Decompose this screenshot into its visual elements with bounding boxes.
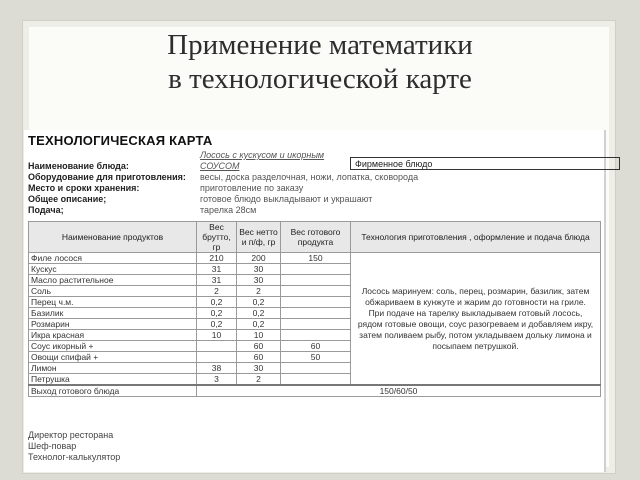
title-line-2: в технологической карте [168,63,472,95]
field-label: Подача; [28,205,64,215]
header-product: Наименование продуктов [29,222,197,253]
cell-net: 30 [237,363,281,374]
cell-gross: 38 [197,363,237,374]
cell-ready [281,308,351,319]
field-label: Наименование блюда: [28,161,129,171]
cell-product: Розмарин [29,319,197,330]
cell-gross: 31 [197,275,237,286]
signature-line: Директор ресторана [28,430,114,440]
cell-gross: 0,2 [197,297,237,308]
field-equipment [28,172,600,182]
yield-row [29,385,601,397]
cell-net: 60 [237,352,281,363]
signature-line: Технолог-калькулятор [28,452,121,462]
cell-product: Филе лосося [29,253,197,264]
cell-ready [281,275,351,286]
cell-ready [281,286,351,297]
cell-ready [281,264,351,275]
yield-label: Выход готового блюда [29,385,197,397]
cell-ready: 60 [281,341,351,352]
table-row [29,253,601,264]
header-ready: Вес готового продукта [281,222,351,253]
cell-net: 0,2 [237,297,281,308]
cell-product: Овощи спифай + [29,352,197,363]
cell-gross [197,352,237,363]
cell-product: Перец ч.м. [29,297,197,308]
header-gross: Вес брутто, гр [197,222,237,253]
cell-gross: 0,2 [197,319,237,330]
dish-name-line-1: Лосось с кускусом и икорным [200,150,325,160]
slide-title [0,28,640,96]
cell-ready [281,330,351,341]
field-value: готовое блюдо выкладывают и украшают [200,194,373,204]
ingredients-table [28,221,601,397]
cell-net: 2 [237,374,281,386]
cell-product: Базилик [29,308,197,319]
cell-ready: 50 [281,352,351,363]
cell-net: 10 [237,330,281,341]
cell-process-text: Лосось маринуем: соль, перец, розмарин, базилик, затем обжариваем в кунжуте и жарим до готовности на гриле. При подаче на тарелку выкладываем готовый лосось, рядом готовые овощи, соус разогреваем и добавляем икру, затем поливаем рыбу, потом укладываем дольку лимона и посыпаем петрушкой. [351,253,601,386]
cell-ready: 150 [281,253,351,264]
cell-gross [197,341,237,352]
signature-line: Шеф-повар [28,441,77,451]
cell-ready [281,363,351,374]
cell-gross: 2 [197,286,237,297]
cell-product: Соус икорный + [29,341,197,352]
title-line-1: Применение математики [167,29,473,61]
firm-dish-box: Фирменное блюдо [350,157,620,170]
tech-card-document [24,130,606,472]
cell-product: Масло растительное [29,275,197,286]
field-value: СОУСОМ [200,161,240,171]
field-value: весы, доска разделочная, ножи, лопатка, сковорода [200,172,419,182]
cell-gross: 10 [197,330,237,341]
cell-ready [281,319,351,330]
field-label: Место и сроки хранения: [28,183,140,193]
yield-value: 150/60/50 [197,385,601,397]
cell-product: Петрушка [29,374,197,386]
cell-net: 60 [237,341,281,352]
cell-product: Лимон [29,363,197,374]
cell-net: 0,2 [237,319,281,330]
cell-net: 0,2 [237,308,281,319]
field-label: Оборудование для приготовления: [28,172,186,182]
field-value: тарелка 28см [200,205,257,215]
field-storage [28,183,600,193]
table-header-row [29,222,601,253]
header-net: Вес нетто и п/ф, гр [237,222,281,253]
cell-net: 30 [237,275,281,286]
field-serving [28,205,600,215]
cell-product: Икра красная [29,330,197,341]
cell-product: Соль [29,286,197,297]
cell-net: 2 [237,286,281,297]
cell-gross: 31 [197,264,237,275]
cell-product: Кускус [29,264,197,275]
cell-gross: 210 [197,253,237,264]
cell-ready [281,297,351,308]
cell-gross: 0,2 [197,308,237,319]
field-description [28,194,600,204]
cell-net: 200 [237,253,281,264]
header-process: Технология приготовления , оформление и подача блюда [351,222,601,253]
cell-ready [281,374,351,386]
cell-net: 30 [237,264,281,275]
ingredients-body [29,253,601,397]
cell-gross: 3 [197,374,237,386]
field-value: приготовление по заказу [200,183,304,193]
document-heading: ТЕХНОЛОГИЧЕСКАЯ КАРТА [28,133,213,148]
field-label: Общее описание; [28,194,107,204]
